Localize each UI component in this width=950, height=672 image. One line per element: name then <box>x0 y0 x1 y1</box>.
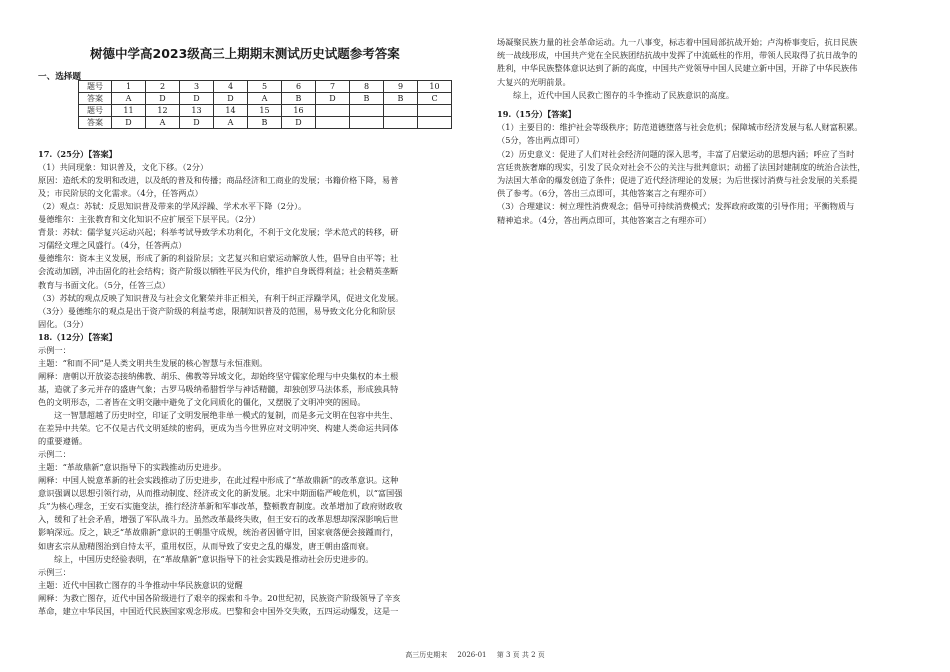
answer-table-cell: A <box>112 93 146 105</box>
answer-table-cell <box>418 105 452 117</box>
text-line: 阐释：中国人锐意革新的社会实践推动了历史进步，在此过程中形成了“革故鼎新”的改革意识。这种 <box>38 475 399 486</box>
answer-table-cell: 12 <box>146 105 180 117</box>
text-line: 教育与书面文化。（5分，任答三点） <box>38 279 171 290</box>
answer-table-cell: D <box>146 93 180 105</box>
text-line: 意识强调以思想引领行动，从而推动制度、经济或文化的新发展。北宋中期面临严峻危机，以“富国强 <box>38 488 403 499</box>
answer-table-cell: 9 <box>384 81 418 93</box>
answer-table-cell <box>350 105 384 117</box>
answer-table-cell: C <box>418 93 452 105</box>
footer-page: 第 3 页 共 2 页 <box>496 651 545 659</box>
answer-table-cell: B <box>248 117 282 129</box>
text-line: 统一战线形成，中国共产党在全民族团结抗战中发挥了中流砥柱的作用，带领人民取得了抗日战争的 <box>497 50 858 61</box>
text-line: 曼德维尔：主张教育和文化知识不应扩展至下层平民。（2分） <box>38 214 261 225</box>
answer-table-cell: 11 <box>112 105 146 117</box>
text-line: 主题：“革故鼎新”意识指导下的实践推动历史进步。 <box>38 462 227 473</box>
text-line: 精神追求。（4分，答出两点即可，其他答案言之有理亦可） <box>497 214 711 225</box>
text-line: 曼德维尔：资本主义发展，形成了新的利益阶层；文艺复兴和启蒙运动解放人性，倡导自由平等；社 <box>38 253 399 264</box>
text-line: （1）主要目的：维护社会等级秩序；防范道德堕落与社会危机；保障城市经济发展与私人财富积累。 <box>497 122 863 133</box>
text-line: 革命，建立中华民国，中国近代民族国家观念形成。巴黎和会中国外交失败，五四运动爆发，这是一 <box>38 605 399 616</box>
text-line: 主题：“和而不同”是人类文明共生发展的核心智慧与永恒准则。 <box>38 357 268 368</box>
footer-course: 高三历史期末 <box>405 651 448 659</box>
answer-table-cell: D <box>282 117 316 129</box>
text-line: 入，缓和了社会矛盾，增强了军队战斗力。虽然改革最终失败，但王安石的改革思想却深深影响后世 <box>38 514 399 525</box>
answer-table-cell: 5 <box>248 81 282 93</box>
answer-table-cell: 10 <box>418 81 452 93</box>
answer-table-cell: 8 <box>350 81 384 93</box>
text-line: 大复兴的光明前景。 <box>497 76 571 87</box>
text-line: （3）苏轼的观点反映了知识普及与社会文化繁荣并非正相关，有利于纠正浮躁学风，促进文化发展。 <box>38 292 404 303</box>
answer-table-cell: 6 <box>282 81 316 93</box>
text-line: 示例三： <box>38 566 71 577</box>
answer-table-cell: 7 <box>316 81 350 93</box>
page-title: 树德中学高2023级高三上期期末测试历史试题参考答案 <box>90 46 400 61</box>
answer-table-cell <box>384 105 418 117</box>
text-line: 示例一： <box>38 344 71 355</box>
answer-table-cell <box>350 117 384 129</box>
answer-table-cell: 4 <box>214 81 248 93</box>
text-line: 主题：近代中国救亡图存的斗争推动中华民族意识的觉醒 <box>38 579 243 590</box>
text-line: 习儒经文理之风盛行。（4分，任答两点） <box>38 240 187 251</box>
text-line: （3分）曼德维尔的观点是出于资产阶级的利益考虑，限制知识普及的范围，易导致文化分化和阶层 <box>38 305 396 316</box>
text-line: 供了参考。（6分，答出三点即可，其他答案言之有理亦可） <box>497 188 711 199</box>
text-line: 阐释：为救亡图存，近代中国各阶级进行了艰辛的探索和斗争。20世纪初，民族资产阶级领导了辛亥 <box>38 592 401 603</box>
answer-table-header-cell: 题号 <box>79 81 112 93</box>
footer-date: 2026-01 <box>457 651 487 659</box>
text-line: 的重要遵循。 <box>38 436 88 447</box>
answer-table-header-cell: 题号 <box>79 105 112 117</box>
answer-table-cell: B <box>282 93 316 105</box>
text-line: 固化。（3分） <box>38 318 89 329</box>
text-line: 胜利，中华民族整体意识达到了新的高度，中国共产党领导中国人民建立新中国，开辟了中华民族伟 <box>497 63 858 74</box>
text-line: 原因：造纸术的发明和改进，以及纸的普及和传播；商品经济和工商业的发展；书籍价格下降，易普 <box>38 175 399 186</box>
answer-table-cell: 14 <box>214 105 248 117</box>
text-line: 示例二： <box>38 449 71 460</box>
answer-table-cell <box>384 117 418 129</box>
answer-table-row <box>79 93 452 105</box>
answer-table-row <box>79 117 452 129</box>
answer-table-cell: 15 <box>248 105 282 117</box>
answer-table-cell: A <box>248 93 282 105</box>
text-line: （2）历史意义：促进了人们对社会经济问题的深入思考，丰富了启蒙运动的思想内涵；呼应了当时 <box>497 148 855 159</box>
answer-table-header-cell: 答案 <box>79 93 112 105</box>
answer-table-cell: A <box>214 117 248 129</box>
text-line: 综上，近代中国人民救亡图存的斗争推动了民族意识的高度。 <box>513 89 735 100</box>
text-line: 在差异中共荣。它不仅是古代文明延续的密码，更成为当今世界应对文明冲突、构建人类命运共同体 <box>38 423 399 434</box>
text-line: 色的文明形态，二者皆在文明交融中避免了文化同质化的僵化，又摆脱了文明冲突的困局。 <box>38 396 366 407</box>
text-line: 会流动加剧，冲击固化的社会结构；资产阶级以牺牲平民为代价，维护自身既得利益；社会精英垄断 <box>38 266 399 277</box>
answer-table-cell: 1 <box>112 81 146 93</box>
answer-table-cell: B <box>350 93 384 105</box>
answer-table-row <box>79 81 452 93</box>
answer-table <box>78 80 452 129</box>
text-line: （5分，答出两点即可） <box>497 135 585 146</box>
answer-table-header-cell: 答案 <box>79 117 112 129</box>
text-line: 及；市民阶层的文化需求。（4分，任答两点） <box>38 188 203 199</box>
answer-table-cell: 2 <box>146 81 180 93</box>
text-line: 影响深远。反之，缺乏“革故鼎新”意识的王朝墨守成规，统治者因循守旧，国家衰落便会接踵而行， <box>38 527 399 538</box>
answer-table-row <box>79 105 452 117</box>
text-line: （3）合理建议：树立理性消费观念；倡导可持续消费模式；发挥政府政策的引导作用；平衡物质与 <box>497 201 855 212</box>
text-line: 如唐玄宗从励精图治到自恃太平，重用权臣，从而导致了安史之乱的爆发，唐王朝由盛而衰。 <box>38 540 374 551</box>
answer-table-cell: D <box>112 117 146 129</box>
page-footer <box>0 650 950 660</box>
answer-table-cell: D <box>214 93 248 105</box>
text-line: 兵”为核心理念，王安石实施变法，推行经济革新和军事改革，整顿教育制度。改革增加了政府财政收 <box>38 501 403 512</box>
text-line: 场凝聚民族力量的社会革命运动。九一八事变，标志着中国局部抗战开始；卢沟桥事变后，抗日民族 <box>497 37 858 47</box>
answer-table-cell: 16 <box>282 105 316 117</box>
answer-table-cell <box>316 117 350 129</box>
text-line: 18.（12分）【答案】 <box>38 331 117 342</box>
answer-table-cell: 3 <box>180 81 214 93</box>
text-line: 19.（15分）【答案】 <box>497 109 576 119</box>
text-line: （2）观点：苏轼：反思知识普及带来的学风浮躁、学术水平下降（2分）。 <box>38 201 307 212</box>
text-line: 为法国大革命的爆发创造了条件；促进了近代经济理论的发展；为后世探讨消费与社会发展的关系提 <box>497 175 858 185</box>
answer-table-cell <box>418 117 452 129</box>
answer-table-cell: D <box>180 93 214 105</box>
text-line: 阐释：唐朝以开放姿态接纳佛教、胡乐、佛教等异域文化，却始终坚守儒家伦理与中央集权的本土根 <box>38 370 399 381</box>
answer-table-cell: D <box>316 93 350 105</box>
answer-table-cell <box>316 105 350 117</box>
text-line: 17.（25分）【答案】 <box>38 149 117 159</box>
text-line: 背景：苏轼：儒学复兴运动兴起；科举考试导致学术功利化，不利于文化发展；学术范式的转移，研 <box>38 227 399 238</box>
text-line: 宫廷贵族奢靡的现实，引发了民众对社会不公的关注与批判意识；动摇了法国封建制度的统治合法性， <box>497 161 866 172</box>
answer-table-cell: B <box>384 93 418 105</box>
text-line: （1）共同现象：知识普及，文化下移。（2分） <box>38 162 209 173</box>
text-line: 这一智慧超越了历史时空，印证了文明发展绝非单一模式的复制，而是多元文明在包容中共生、 <box>54 410 398 420</box>
text-line: 综上，中国历史经验表明，在“革故鼎新”意识指导下的社会实践是推动社会历史进步的。 <box>54 553 374 564</box>
section-heading: 一、选择题 <box>38 72 81 82</box>
text-line: 基，造就了多元并存的盛唐气象；古罗马吸纳希腊哲学与神话精髓，却独创罗马法体系，形成独具特 <box>38 383 399 394</box>
answer-table-cell: A <box>146 117 180 129</box>
answer-table-cell: 13 <box>180 105 214 117</box>
answer-table-cell: D <box>180 117 214 129</box>
